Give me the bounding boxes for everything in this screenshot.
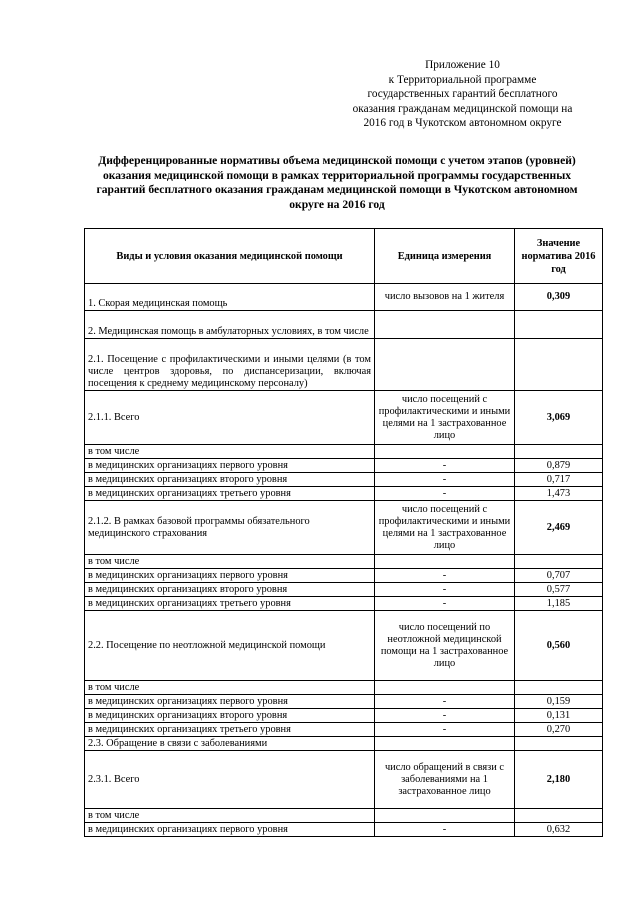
row-value: 2,180 (515, 751, 603, 809)
table-row (85, 751, 603, 809)
row-name: 2.1.2. В рамках базовой программы обязательного медицинского страхования (85, 501, 375, 555)
row-value: 1,185 (515, 597, 603, 611)
header-value: Значение норматива 2016 год (515, 229, 603, 284)
row-unit: - (375, 723, 515, 737)
table-row (85, 555, 603, 569)
row-value: 0,879 (515, 459, 603, 473)
table-row (85, 709, 603, 723)
row-unit (375, 445, 515, 459)
row-name: 2.3. Обращение в связи с заболеваниями (85, 737, 375, 751)
row-value (515, 311, 603, 339)
table-row (85, 823, 603, 837)
row-value: 0,270 (515, 723, 603, 737)
row-value (515, 555, 603, 569)
row-name: в медицинских организациях первого уровня (85, 569, 375, 583)
row-unit (375, 809, 515, 823)
document-title (72, 154, 602, 212)
row-name: в медицинских организациях первого уровня (85, 695, 375, 709)
row-name: 2. Медицинская помощь в амбулаторных условиях, в том числе (85, 311, 375, 339)
row-unit: число посещений с профилактическими и иными целями на 1 застрахованное лицо (375, 501, 515, 555)
table-row (85, 583, 603, 597)
appendix-line: 2016 год в Чукотском автономном округе (363, 117, 562, 130)
row-unit: - (375, 569, 515, 583)
table-row (85, 284, 603, 311)
table-row (85, 723, 603, 737)
appendix-line: Приложение 10 (425, 59, 500, 71)
table-row (85, 569, 603, 583)
table-row (85, 809, 603, 823)
row-value: 3,069 (515, 391, 603, 445)
row-name: 2.1.1. Всего (85, 391, 375, 445)
table-row (85, 695, 603, 709)
row-value (515, 681, 603, 695)
row-unit (375, 339, 515, 391)
row-unit: число посещений с профилактическими и иными целями на 1 застрахованное лицо (375, 391, 515, 445)
row-value (515, 809, 603, 823)
table-row (85, 487, 603, 501)
title-line: гарантий бесплатного оказания гражданам медицинской помощи в Чукотском автономном (96, 183, 578, 197)
appendix-line: оказания гражданам медицинской помощи на (352, 102, 573, 115)
row-name: в медицинских организациях первого уровня (85, 823, 375, 837)
row-value: 2,469 (515, 501, 603, 555)
row-value: 0,632 (515, 823, 603, 837)
row-unit: - (375, 459, 515, 473)
row-unit (375, 311, 515, 339)
appendix-line: государственных гарантий бесплатного (367, 88, 558, 101)
row-value: 0,159 (515, 695, 603, 709)
table-row (85, 459, 603, 473)
table-row (85, 681, 603, 695)
row-unit: - (375, 597, 515, 611)
table-row (85, 445, 603, 459)
title-line: округе на 2016 год (289, 197, 385, 211)
row-name: 1. Скорая медицинская помощь (85, 284, 375, 311)
row-name: в том числе (85, 445, 375, 459)
row-unit: - (375, 823, 515, 837)
row-name: в медицинских организациях первого уровня (85, 459, 375, 473)
appendix-line: к Территориальной программе (388, 73, 537, 86)
row-unit (375, 737, 515, 751)
appendix-header (330, 58, 595, 131)
table-row (85, 611, 603, 681)
title-line: оказания медицинской помощи в рамках территориальной программы государственных (102, 168, 572, 182)
header-type: Виды и условия оказания медицинской помощи (85, 229, 375, 284)
table-row (85, 339, 603, 391)
row-unit: - (375, 695, 515, 709)
row-unit: число вызовов на 1 жителя (375, 284, 515, 311)
table-row (85, 391, 603, 445)
row-name: в медицинских организациях второго уровня (85, 583, 375, 597)
row-unit: - (375, 473, 515, 487)
row-unit (375, 555, 515, 569)
row-name: в том числе (85, 809, 375, 823)
table-row (85, 737, 603, 751)
row-unit (375, 681, 515, 695)
row-name: в том числе (85, 555, 375, 569)
row-unit: - (375, 709, 515, 723)
table-row (85, 311, 603, 339)
row-name: 2.2. Посещение по неотложной медицинской помощи (85, 611, 375, 681)
row-name: в медицинских организациях третьего уровня (85, 487, 375, 501)
row-name: в медицинских организациях третьего уровня (85, 723, 375, 737)
row-value (515, 737, 603, 751)
row-unit: - (375, 487, 515, 501)
row-value: 0,707 (515, 569, 603, 583)
norms-table (84, 228, 603, 837)
row-name: 2.3.1. Всего (85, 751, 375, 809)
table-row (85, 501, 603, 555)
row-value: 0,717 (515, 473, 603, 487)
row-name: в медицинских организациях второго уровня (85, 709, 375, 723)
table-row (85, 597, 603, 611)
row-value: 0,560 (515, 611, 603, 681)
row-name: 2.1. Посещение с профилактическими и иными целями (в том числе центров здоровья, по диспансеризации, включая посещения к среднему медицинскому персоналу) (85, 339, 375, 391)
row-value: 0,309 (515, 284, 603, 311)
row-name: в медицинских организациях второго уровня (85, 473, 375, 487)
title-line: Дифференцированные нормативы объема медицинской помощи с учетом этапов (уровней) (98, 154, 576, 167)
row-value (515, 339, 603, 391)
row-value: 1,473 (515, 487, 603, 501)
row-value (515, 445, 603, 459)
row-unit: число обращений в связи с заболеваниями на 1 застрахованное лицо (375, 751, 515, 809)
row-name: в медицинских организациях третьего уровня (85, 597, 375, 611)
row-value: 0,131 (515, 709, 603, 723)
row-value: 0,577 (515, 583, 603, 597)
table-header-row (85, 229, 603, 284)
row-unit: число посещений по неотложной медицинской помощи на 1 застрахованное лицо (375, 611, 515, 681)
header-unit: Единица измерения (375, 229, 515, 284)
table-row (85, 473, 603, 487)
row-unit: - (375, 583, 515, 597)
row-name: в том числе (85, 681, 375, 695)
